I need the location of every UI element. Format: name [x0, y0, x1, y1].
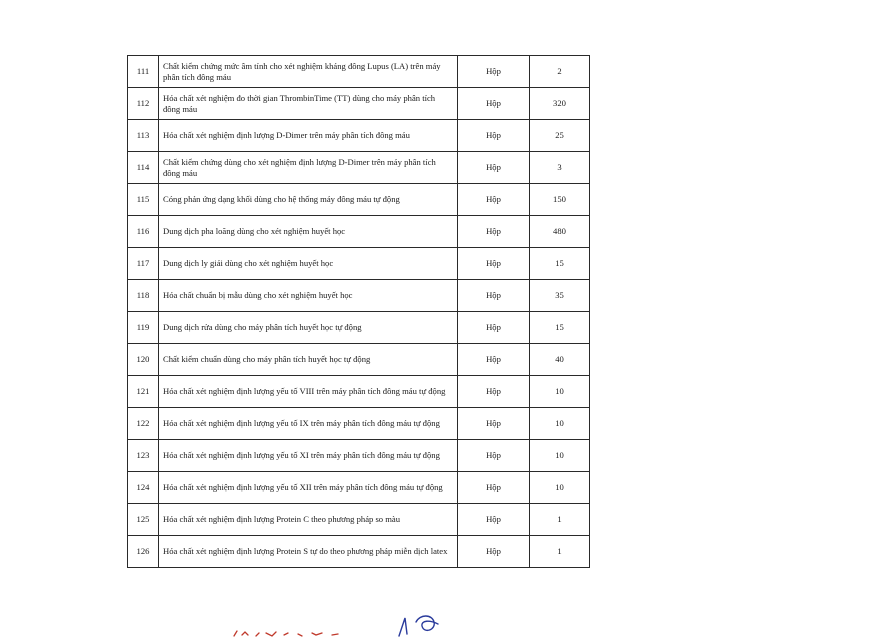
table-row	[128, 536, 590, 568]
item-name-cell: Hóa chất xét nghiệm định lượng yếu tố VIII trên máy phân tích đông máu tự động	[159, 376, 458, 408]
quantity-cell: 15	[530, 248, 590, 280]
unit-cell: Hộp	[458, 184, 530, 216]
row-number-cell: 112	[128, 88, 159, 120]
table-row	[128, 88, 590, 120]
table-row	[128, 312, 590, 344]
page-number-handwritten-mark	[396, 612, 446, 638]
quantity-cell: 320	[530, 88, 590, 120]
quantity-cell: 2	[530, 56, 590, 88]
item-name-cell: Hóa chất xét nghiệm định lượng yếu tố XI trên máy phân tích đông máu tự động	[159, 440, 458, 472]
quantity-cell: 480	[530, 216, 590, 248]
row-number-cell: 125	[128, 504, 159, 536]
table-row	[128, 408, 590, 440]
item-name-cell: Dung dịch ly giải dùng cho xét nghiệm huyết học	[159, 248, 458, 280]
table-body	[128, 56, 590, 568]
unit-cell: Hộp	[458, 408, 530, 440]
item-name-cell: Cóng phản ứng dạng khối dùng cho hệ thống máy đông máu tự động	[159, 184, 458, 216]
quantity-cell: 150	[530, 184, 590, 216]
table-row	[128, 56, 590, 88]
quantity-cell: 40	[530, 344, 590, 376]
row-number-cell: 118	[128, 280, 159, 312]
unit-cell: Hộp	[458, 472, 530, 504]
row-number-cell: 126	[128, 536, 159, 568]
quantity-cell: 15	[530, 312, 590, 344]
item-name-cell: Dung dịch rửa dùng cho máy phân tích huyết học tự động	[159, 312, 458, 344]
item-name-cell: Hóa chất chuẩn bị mẫu dùng cho xét nghiệm huyết học	[159, 280, 458, 312]
quantity-cell: 10	[530, 376, 590, 408]
table-row	[128, 120, 590, 152]
row-number-cell: 124	[128, 472, 159, 504]
table-row	[128, 248, 590, 280]
row-number-cell: 115	[128, 184, 159, 216]
table-row	[128, 376, 590, 408]
unit-cell: Hộp	[458, 280, 530, 312]
unit-cell: Hộp	[458, 344, 530, 376]
unit-cell: Hộp	[458, 56, 530, 88]
item-name-cell: Chất kiểm chứng dùng cho xét nghiệm định lượng D-Dimer trên máy phân tích đông máu	[159, 152, 458, 184]
table-row	[128, 152, 590, 184]
table-row	[128, 472, 590, 504]
table-row	[128, 344, 590, 376]
quantity-cell: 1	[530, 504, 590, 536]
unit-cell: Hộp	[458, 536, 530, 568]
unit-cell: Hộp	[458, 216, 530, 248]
quantity-cell: 10	[530, 472, 590, 504]
item-name-cell: Hóa chất xét nghiệm định lượng Protein S tự do theo phương pháp miễn dịch latex	[159, 536, 458, 568]
row-number-cell: 120	[128, 344, 159, 376]
item-name-cell: Hóa chất xét nghiệm định lượng yếu tố XII trên máy phân tích đông máu tự động	[159, 472, 458, 504]
row-number-cell: 116	[128, 216, 159, 248]
quantity-cell: 25	[530, 120, 590, 152]
row-number-cell: 113	[128, 120, 159, 152]
row-number-cell: 117	[128, 248, 159, 280]
table-row	[128, 280, 590, 312]
unit-cell: Hộp	[458, 88, 530, 120]
row-number-cell: 122	[128, 408, 159, 440]
item-name-cell: Hóa chất xét nghiệm định lượng yếu tố IX trên máy phân tích đông máu tự động	[159, 408, 458, 440]
row-number-cell: 123	[128, 440, 159, 472]
quantity-cell: 1	[530, 536, 590, 568]
row-number-cell: 119	[128, 312, 159, 344]
row-number-cell: 111	[128, 56, 159, 88]
quantity-cell: 35	[530, 280, 590, 312]
row-number-cell: 114	[128, 152, 159, 184]
table-row	[128, 440, 590, 472]
item-name-cell: Hóa chất xét nghiệm đo thời gian ThrombinTime (TT) dùng cho máy phân tích đông máu	[159, 88, 458, 120]
item-name-cell: Hóa chất xét nghiệm định lượng D-Dimer trên máy phân tích đông máu	[159, 120, 458, 152]
unit-cell: Hộp	[458, 504, 530, 536]
row-number-cell: 121	[128, 376, 159, 408]
quantity-cell: 10	[530, 408, 590, 440]
item-name-cell: Chất kiểm chứng mức âm tính cho xét nghiệm kháng đông Lupus (LA) trên máy phân tích đông máu	[159, 56, 458, 88]
unit-cell: Hộp	[458, 248, 530, 280]
table-row	[128, 184, 590, 216]
item-name-cell: Chất kiểm chuẩn dùng cho máy phân tích huyết học tự động	[159, 344, 458, 376]
table-row	[128, 216, 590, 248]
table-row	[128, 504, 590, 536]
quantity-cell: 3	[530, 152, 590, 184]
supplies-table	[127, 55, 590, 568]
unit-cell: Hộp	[458, 440, 530, 472]
unit-cell: Hộp	[458, 152, 530, 184]
unit-cell: Hộp	[458, 312, 530, 344]
red-handwritten-mark	[232, 627, 342, 638]
quantity-cell: 10	[530, 440, 590, 472]
item-name-cell: Hóa chất xét nghiệm định lượng Protein C theo phương pháp so màu	[159, 504, 458, 536]
unit-cell: Hộp	[458, 120, 530, 152]
unit-cell: Hộp	[458, 376, 530, 408]
item-name-cell: Dung dịch pha loãng dùng cho xét nghiệm huyết học	[159, 216, 458, 248]
